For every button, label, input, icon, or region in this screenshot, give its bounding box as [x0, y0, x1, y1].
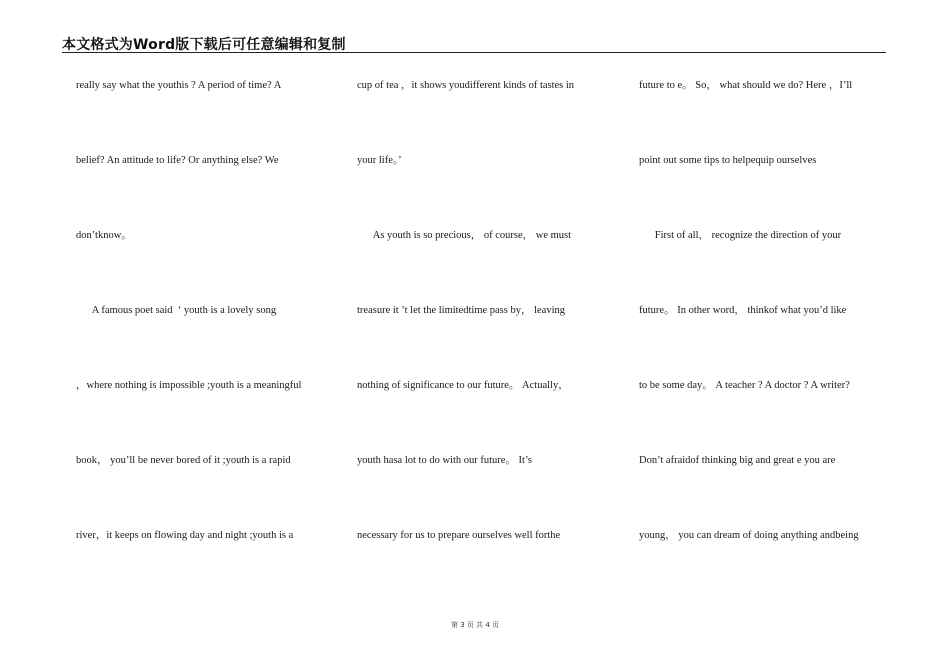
- text-line: belief? An attitude to life? Or anything else? We: [76, 155, 279, 166]
- text-line: A famous poet said ‘ youth is a lovely song: [76, 305, 277, 316]
- page-number-footer: 第 3 页 共 4 页: [450, 621, 500, 629]
- text-line: book， you’ll be never bored of it ;youth is a rapid: [76, 455, 291, 466]
- text-column-1: [76, 75, 328, 600]
- text-line: nothing of significance to our future。 Actually，: [357, 380, 569, 391]
- header-divider: [62, 52, 886, 53]
- text-line: don’tknow。: [76, 230, 132, 241]
- text-line: river，it keeps on flowing day and night ;youth is a: [76, 530, 294, 541]
- text-column-3: [639, 75, 891, 600]
- text-line: really say what the youthis ? A period of time? A: [76, 80, 282, 91]
- text-line: future to e。 So， what should we do? Here ，I’ll: [639, 80, 853, 91]
- text-line: cup of tea ，it shows youdifferent kinds of tastes in: [357, 80, 575, 91]
- text-line: point out some tips to helpequip ourselves: [639, 155, 817, 166]
- text-column-2: [357, 75, 609, 600]
- text-line: First of all， recognize the direction of your: [639, 230, 842, 241]
- text-line: to be some day。 A teacher ? A doctor ? A writer?: [639, 380, 850, 391]
- text-line: your life。’: [357, 155, 402, 166]
- text-line: young， you can dream of doing anything andbeing: [639, 530, 859, 541]
- text-line: youth hasa lot to do with our future。 It’s: [357, 455, 532, 466]
- text-line: ，where nothing is impossible ;youth is a meaningful: [76, 380, 302, 391]
- text-line: necessary for us to prepare ourselves well forthe: [357, 530, 561, 541]
- text-line: As youth is so precious， of course， we must: [357, 230, 572, 241]
- text-line: treasure it ’t let the limitedtime pass by， leaving: [357, 305, 566, 316]
- text-line: Don’t afraidof thinking big and great e you are: [639, 455, 836, 466]
- document-header-title: 本文格式为Word版下载后可任意编辑和复制: [62, 37, 346, 53]
- text-line: future。 In other word， thinkof what you’d like: [639, 305, 847, 316]
